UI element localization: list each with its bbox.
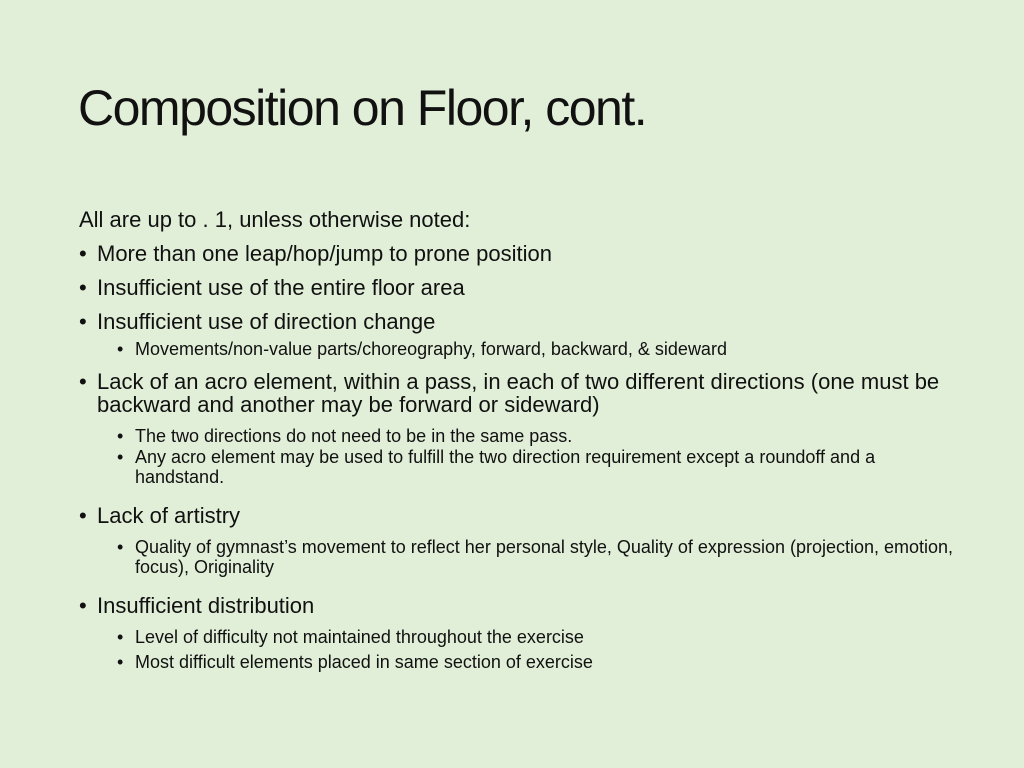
sub-bullet-dot: • — [117, 426, 124, 446]
sub-bullet-item — [117, 426, 959, 447]
bullet-item — [79, 364, 959, 420]
sub-bullet-item — [117, 627, 959, 652]
sub-bullet-item — [117, 447, 959, 492]
bullet-item — [79, 237, 959, 271]
bullet-dot: • — [79, 275, 87, 300]
bullet-item — [79, 582, 959, 621]
bullet-text: More than one leap/hop/jump to prone position — [97, 241, 552, 266]
sub-bullet-text: Most difficult elements placed in same section of exercise — [135, 652, 593, 672]
sub-bullet-text: The two directions do not need to be in the same pass. — [135, 426, 573, 446]
sub-bullet-text: Quality of gymnast’s movement to reflect her personal style, Quality of expression (projection, emotion, focus), Originality — [135, 537, 954, 577]
sub-bullet-dot: • — [117, 652, 124, 672]
bullet-item — [79, 305, 959, 339]
bullet-dot: • — [79, 593, 87, 618]
sub-bullet-dot: • — [117, 339, 124, 359]
bullet-dot: • — [79, 503, 87, 528]
bullet-dot: • — [79, 309, 87, 334]
bullet-text: Insufficient use of direction change — [97, 309, 436, 334]
sub-bullet-text: Movements/non-value parts/choreography, forward, backward, & sideward — [135, 339, 727, 359]
sub-bullet-item — [117, 537, 959, 582]
bullet-dot: • — [79, 369, 87, 394]
sub-bullet-item — [117, 652, 959, 677]
slide-body — [79, 203, 959, 677]
sub-bullet-dot: • — [117, 627, 124, 647]
bullet-text: Insufficient use of the entire floor area — [97, 275, 465, 300]
sub-bullet-text: Level of difficulty not maintained throughout the exercise — [135, 627, 584, 647]
bullet-text: Insufficient distribution — [97, 593, 315, 618]
sub-bullet-text: Any acro element may be used to fulfill the two direction requirement except a roundoff and a handstand. — [135, 447, 876, 487]
bullet-item — [79, 271, 959, 305]
sub-bullet-dot: • — [117, 447, 124, 467]
bullet-dot: • — [79, 241, 87, 266]
slide-title: Composition on Floor, cont. — [78, 80, 647, 136]
sub-bullet-dot: • — [117, 537, 124, 557]
bullet-text: Lack of an acro element, within a pass, in each of two different directions (one must be backward and another may be forward or sideward) — [97, 369, 940, 417]
bullet-text: Lack of artistry — [97, 503, 241, 528]
sub-bullet-item — [117, 339, 959, 364]
intro-text: All are up to . 1, unless otherwise noted: — [79, 207, 471, 232]
bullet-item — [79, 492, 959, 531]
